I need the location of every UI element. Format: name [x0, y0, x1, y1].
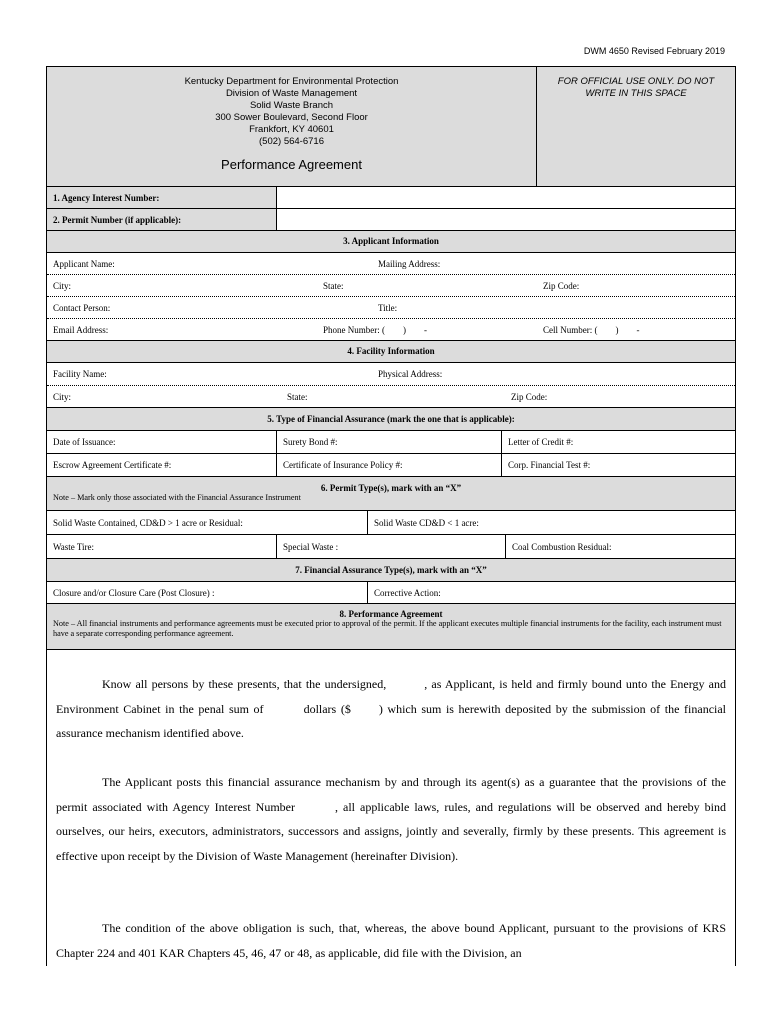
agency-interest-row	[47, 187, 735, 209]
p1-text-a: Know all persons by these presents, that the undersigned,	[102, 677, 387, 691]
facility-heading: 4. Facility Information	[47, 341, 735, 363]
facility-zip-field[interactable]: Zip Code:	[511, 391, 548, 402]
address-line: Frankfort, KY 40601	[249, 124, 334, 135]
p3-text: The condition of the above obligation is such, that, whereas, the above bound Applicant, pursuant to the provisions of KRS Chapter 224 and 401 KAR Chapters 45, 46, 47 or 48, as applicable, did file with the Division, an	[56, 921, 726, 960]
page-title: Performance Agreement	[221, 157, 362, 172]
solid-waste-contained-option[interactable]: Solid Waste Contained, CD&D > 1 acre or Residual:	[53, 517, 243, 528]
applicant-row-3	[47, 297, 735, 319]
performance-title: 8. Performance Agreement	[339, 609, 443, 619]
applicant-heading: 3. Applicant Information	[47, 231, 735, 253]
mailing-address-field[interactable]: Mailing Address:	[378, 258, 441, 269]
corrective-action-option[interactable]: Corrective Action:	[367, 582, 735, 603]
permit-number-label: 2. Permit Number (if applicable):	[47, 209, 276, 230]
applicant-row-2	[47, 275, 735, 297]
contact-person-field[interactable]: Contact Person:	[53, 302, 111, 313]
permit-type-heading	[47, 477, 735, 511]
date-of-issuance-field[interactable]: Date of Issuance:	[53, 437, 116, 447]
agency-address	[47, 67, 536, 148]
agency-interest-label: 1. Agency Interest Number:	[47, 187, 276, 208]
form-frame	[46, 66, 736, 966]
address-line: (502) 564-6716	[259, 136, 324, 147]
facility-city-field[interactable]: City:	[53, 391, 72, 402]
permit-type-row-1	[47, 511, 735, 535]
coal-combustion-option[interactable]: Coal Combustion Residual:	[505, 535, 735, 558]
applicant-row-4	[47, 319, 735, 341]
facility-state-field[interactable]: State:	[287, 391, 308, 402]
address-line: Solid Waste Branch	[249, 100, 334, 111]
letter-of-credit-field[interactable]: Letter of Credit #:	[501, 431, 735, 453]
permit-type-title: 6. Permit Type(s), mark with an “X”	[320, 483, 462, 493]
special-waste-option[interactable]: Special Waste :	[276, 535, 505, 558]
permit-type-note: Note – Mark only those associated with the Financial Assurance Instrument	[53, 493, 301, 502]
official-use-box: FOR OFFICIAL USE ONLY. DO NOT WRITE IN THIS SPACE	[537, 67, 735, 187]
performance-heading	[47, 604, 735, 650]
surety-bond-field[interactable]: Surety Bond #:	[276, 431, 501, 453]
address-line: Kentucky Department for Environmental Protection	[184, 76, 399, 87]
p2-text-b: , all applicable laws, rules, and regulations will be observed and hereby bind ourselves, our heirs, executors, administrators, successors and assigns, jointly and severally, firmly by these presents. This agreement is effective upon receipt by the Division of Waste Management (hereinafter Division).	[56, 799, 726, 863]
agency-interest-input[interactable]	[276, 187, 735, 208]
permit-number-row	[47, 209, 735, 231]
assurance-type-heading: 7. Financial Assurance Type(s), mark with an “X”	[47, 559, 735, 582]
p1-text-b: , as Applicant, is held and firmly bound unto the Energy and Environment Cabinet in the penal sum of	[56, 677, 726, 716]
financial-heading: 5. Type of Financial Assurance (mark the one that is applicable):	[47, 408, 735, 431]
escrow-field[interactable]: Escrow Agreement Certificate #:	[53, 460, 172, 470]
phone-field[interactable]: Phone Number: ( ) -	[323, 324, 427, 335]
p1-text-c: dollars ($	[303, 701, 351, 716]
facility-name-field[interactable]: Facility Name:	[53, 369, 107, 379]
form-code: DWM 4650 Revised February 2019	[583, 46, 725, 56]
facility-row-2	[47, 386, 735, 408]
paragraph-3	[47, 916, 735, 965]
financial-row-1	[47, 431, 735, 454]
closure-care-option[interactable]: Closure and/or Closure Care (Post Closure) :	[53, 587, 215, 598]
physical-address-field[interactable]: Physical Address:	[378, 369, 443, 379]
permit-type-row-2	[47, 535, 735, 559]
paragraph-2	[47, 770, 735, 868]
applicant-name-field[interactable]: Applicant Name:	[53, 258, 115, 269]
assurance-type-row	[47, 582, 735, 604]
financial-row-2	[47, 454, 735, 477]
agency-header	[47, 67, 537, 187]
applicant-row-1	[47, 253, 735, 275]
performance-note: Note – All financial instruments and performance agreements must be executed prior to approval of the permit. If the applicant executes multiple financial instruments for the facility, each instrument must have a separate corresponding performance agreement.	[53, 619, 722, 638]
address-line: 300 Sower Boulevard, Second Floor	[215, 112, 368, 123]
applicant-city-field[interactable]: City:	[53, 280, 72, 291]
p1-text-d: ) which sum is herewith deposited by the submission of the financial assurance mechanism identified above.	[56, 701, 727, 740]
insurance-policy-field[interactable]: Certificate of Insurance Policy #:	[276, 454, 501, 476]
facility-row-1	[47, 363, 735, 386]
email-field[interactable]: Email Address:	[53, 324, 109, 335]
paragraph-1	[47, 672, 735, 746]
waste-tire-option[interactable]: Waste Tire:	[53, 541, 95, 552]
permit-number-input[interactable]	[276, 209, 735, 230]
solid-waste-cdd-option[interactable]: Solid Waste CD&D < 1 acre:	[367, 511, 735, 534]
address-line: Division of Waste Management	[225, 88, 358, 99]
cell-field[interactable]: Cell Number: ( ) -	[543, 324, 640, 335]
applicant-zip-field[interactable]: Zip Code:	[543, 280, 580, 291]
corp-financial-test-field[interactable]: Corp. Financial Test #:	[501, 454, 735, 476]
contact-title-field[interactable]: Title:	[378, 302, 398, 313]
applicant-state-field[interactable]: State:	[323, 280, 344, 291]
p2-text-a: The Applicant posts this financial assurance mechanism by and through its agent(s) as a guarantee that the provisions of the permit associated with Agency Interest Number	[56, 775, 726, 814]
